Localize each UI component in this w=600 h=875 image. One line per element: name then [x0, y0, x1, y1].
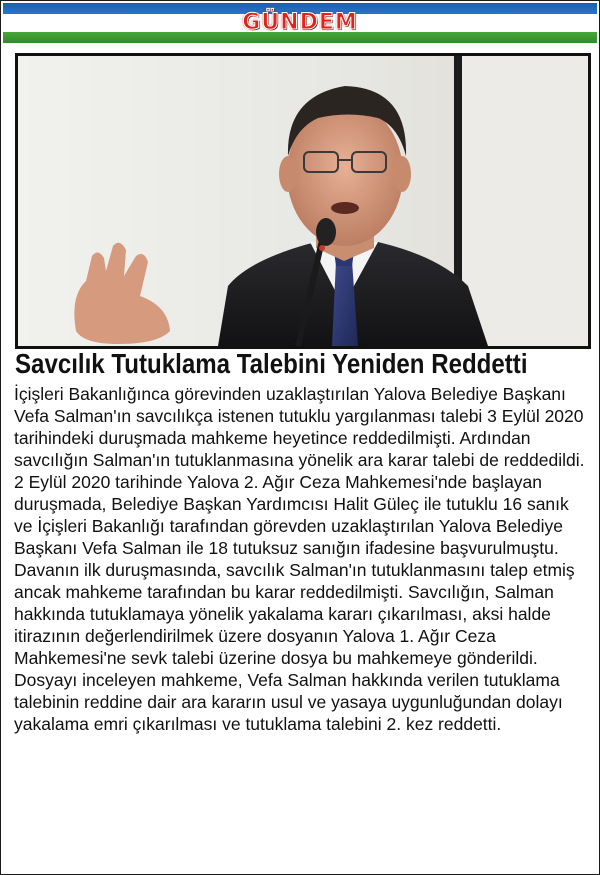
section-label: GÜNDEM — [242, 10, 358, 35]
section-header — [3, 3, 597, 43]
article-photo — [15, 53, 591, 349]
article-body — [14, 383, 590, 735]
article-paragraph: 2 Eylül 2020 tarihinde Yalova 2. Ağır Ceza Mahkemesi'nde başlayan duruşmada, Belediye Başkan Yardımcısı Halit Güleç ile tutuklu 16 sanık ve İçişleri Bakanlığı tarafından görevden uzaklaştırılan Yalova Belediye Başkanı Vefa Salman ile 18 tutuksuz sanığın ifadesine başvurulmuştu. Davanın ilk duruşmasında, savcılık Salman'ın tutuklanmasını talep etmiş ancak mahkeme tarafından bu karar reddedilmişti. Savcılığın, Salman hakkında tutuklamaya yönelik yakalama kararı çıkarılması, aksi halde itirazının değerlendirilmek üzere dosyanın Yalova 1. Ağır Ceza Mahkemesi'ne sevk talebi üzerine dosya bu mahkemeye gönderildi. Dosyayı inceleyen mahkeme, Vefa Salman hakkında verilen tutuklama talebinin reddine dair ara kararın usul ve yasaya uygunluğundan dolayı yakalama emri çıkarılması ve tutuklama talebini 2. kez reddetti. — [14, 472, 575, 734]
speaker-photo — [18, 56, 588, 346]
article-paragraph: İçişleri Bakanlığınca görevinden uzaklaştırılan Yalova Belediye Başkanı Vefa Salman'ın savcılıkça istenen tutuklu yargılanması talebi 3 Eylül 2020 tarihindeki duruşmada mahkeme heyetince reddedilmişti. Ardından savcılığın Salman'ın tutuklanmasına yönelik ara karar talebi de reddedildi. — [14, 384, 585, 470]
article-headline: Savcılık Tutuklama Talebini Yeniden Reddetti — [15, 348, 528, 379]
